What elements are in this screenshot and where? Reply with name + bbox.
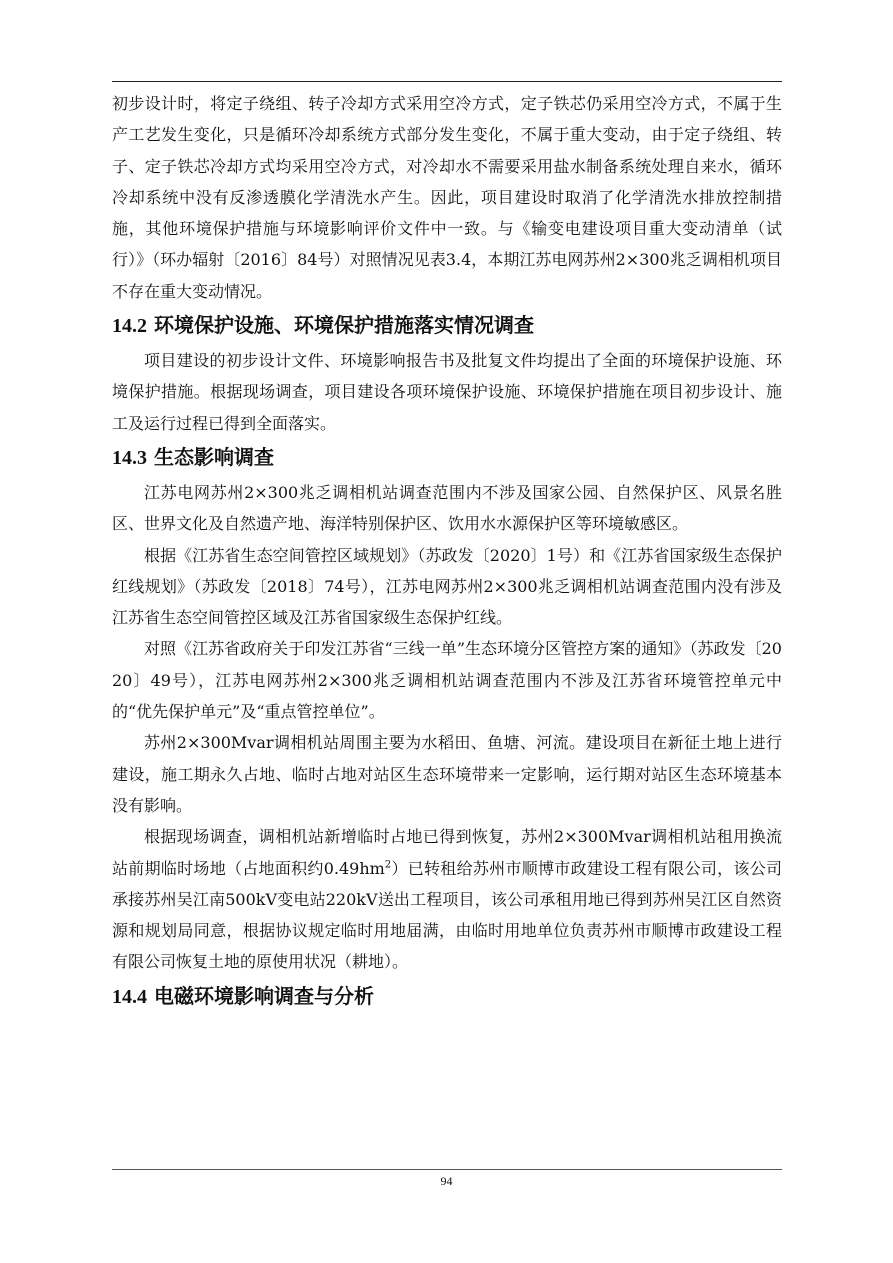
body-paragraph: 根据《江苏省生态空间管控区域规划》（苏政发〔2020〕1号）和《江苏省国家级生态保护红线规划》（苏政发〔2018〕74号），江苏电网苏州2×300兆乏调相机站调查范围内没有涉及江苏省生态空间管控区域及江苏省国家级生态保护红线。 (112, 545, 782, 628)
paragraph-text: 根据现场调查，调相机站新增临时占地已得到恢复，苏州2×300Mvar调相机站租用换流站前期临时场地（占地面积约0.49hm (112, 827, 782, 878)
page-number: 94 (440, 1174, 453, 1188)
body-paragraph: 对照《江苏省政府关于印发江苏省“三线一单”生态环境分区管控方案的通知》（苏政发〔2020〕49号），江苏电网苏州2×300兆乏调相机站调查范围内不涉及江苏省环境管控单元中的“优先保护单元”及“重点管控单位”。 (112, 639, 782, 722)
body-paragraph: 初步设计时，将定子绕组、转子冷却方式采用空冷方式，定子铁芯仍采用空冷方式，不属于生产工艺发生变化，只是循环冷却系统方式部分发生变化，不属于重大变动，由于定子绕组、转子、定子铁芯冷却方式均采用空冷方式，对冷却水不需要采用盐水制备系统处理自来水，循环冷却系统中没有反渗透膜化学清洗水产生。因此，项目建设时取消了化学清洗水排放控制措施，其他环境保护措施与环境影响评价文件中一致。与《输变电建设项目重大变动清单（试行）》（环办辐射〔2016〕84号）对照情况见表3.4，本期江苏电网苏州2×300兆乏调相机项目不存在重大变动情况。 (112, 94, 782, 301)
page-body (112, 88, 782, 1016)
section-heading-14-4 (112, 981, 782, 1012)
section-heading-14-3 (112, 442, 782, 473)
section-title: 生态影响调查 (153, 444, 274, 469)
body-paragraph (112, 821, 782, 977)
body-paragraph: 江苏电网苏州2×300兆乏调相机站调查范围内不涉及国家公园、自然保护区、风景名胜区、世界文化及自然遗产地、海洋特别保护区、饮用水水源保护区等环境敏感区。 (112, 482, 782, 534)
section-number: 14.2 (112, 315, 147, 338)
section-title: 电磁环境影响调查与分析 (153, 983, 374, 1008)
header-rule (112, 81, 782, 82)
section-number: 14.4 (112, 985, 147, 1008)
paragraph-text: ）已转租给苏州市顺博市政建设工程有限公司，该公司承接苏州吴江南500kV变电站220kV送出工程项目，该公司承租用地已得到苏州吴江区自然资源和规划局同意，根据协议规定临时用地届满，由临时用地单位负责苏州市顺博市政建设工程有限公司恢复土地的原使用状况（耕地）。 (112, 858, 782, 972)
footer-rule (112, 1169, 782, 1170)
section-title: 环境保护设施、环境保护措施落实情况调查 (153, 313, 534, 338)
body-paragraph: 项目建设的初步设计文件、环境影响报告书及批复文件均提出了全面的环境保护设施、环境保护措施。根据现场调查，项目建设各项环境保护设施、环境保护措施在项目初步设计、施工及运行过程已得到全面落实。 (112, 351, 782, 433)
superscript: 2 (384, 859, 392, 871)
section-number: 14.3 (112, 446, 147, 469)
body-paragraph: 苏州2×300Mvar调相机站周围主要为水稻田、鱼塘、河流。建设项目在新征土地上进行建设，施工期永久占地、临时占地对站区生态环境带来一定影响，运行期对站区生态环境基本没有影响。 (112, 733, 782, 815)
section-heading-14-2 (112, 310, 782, 341)
